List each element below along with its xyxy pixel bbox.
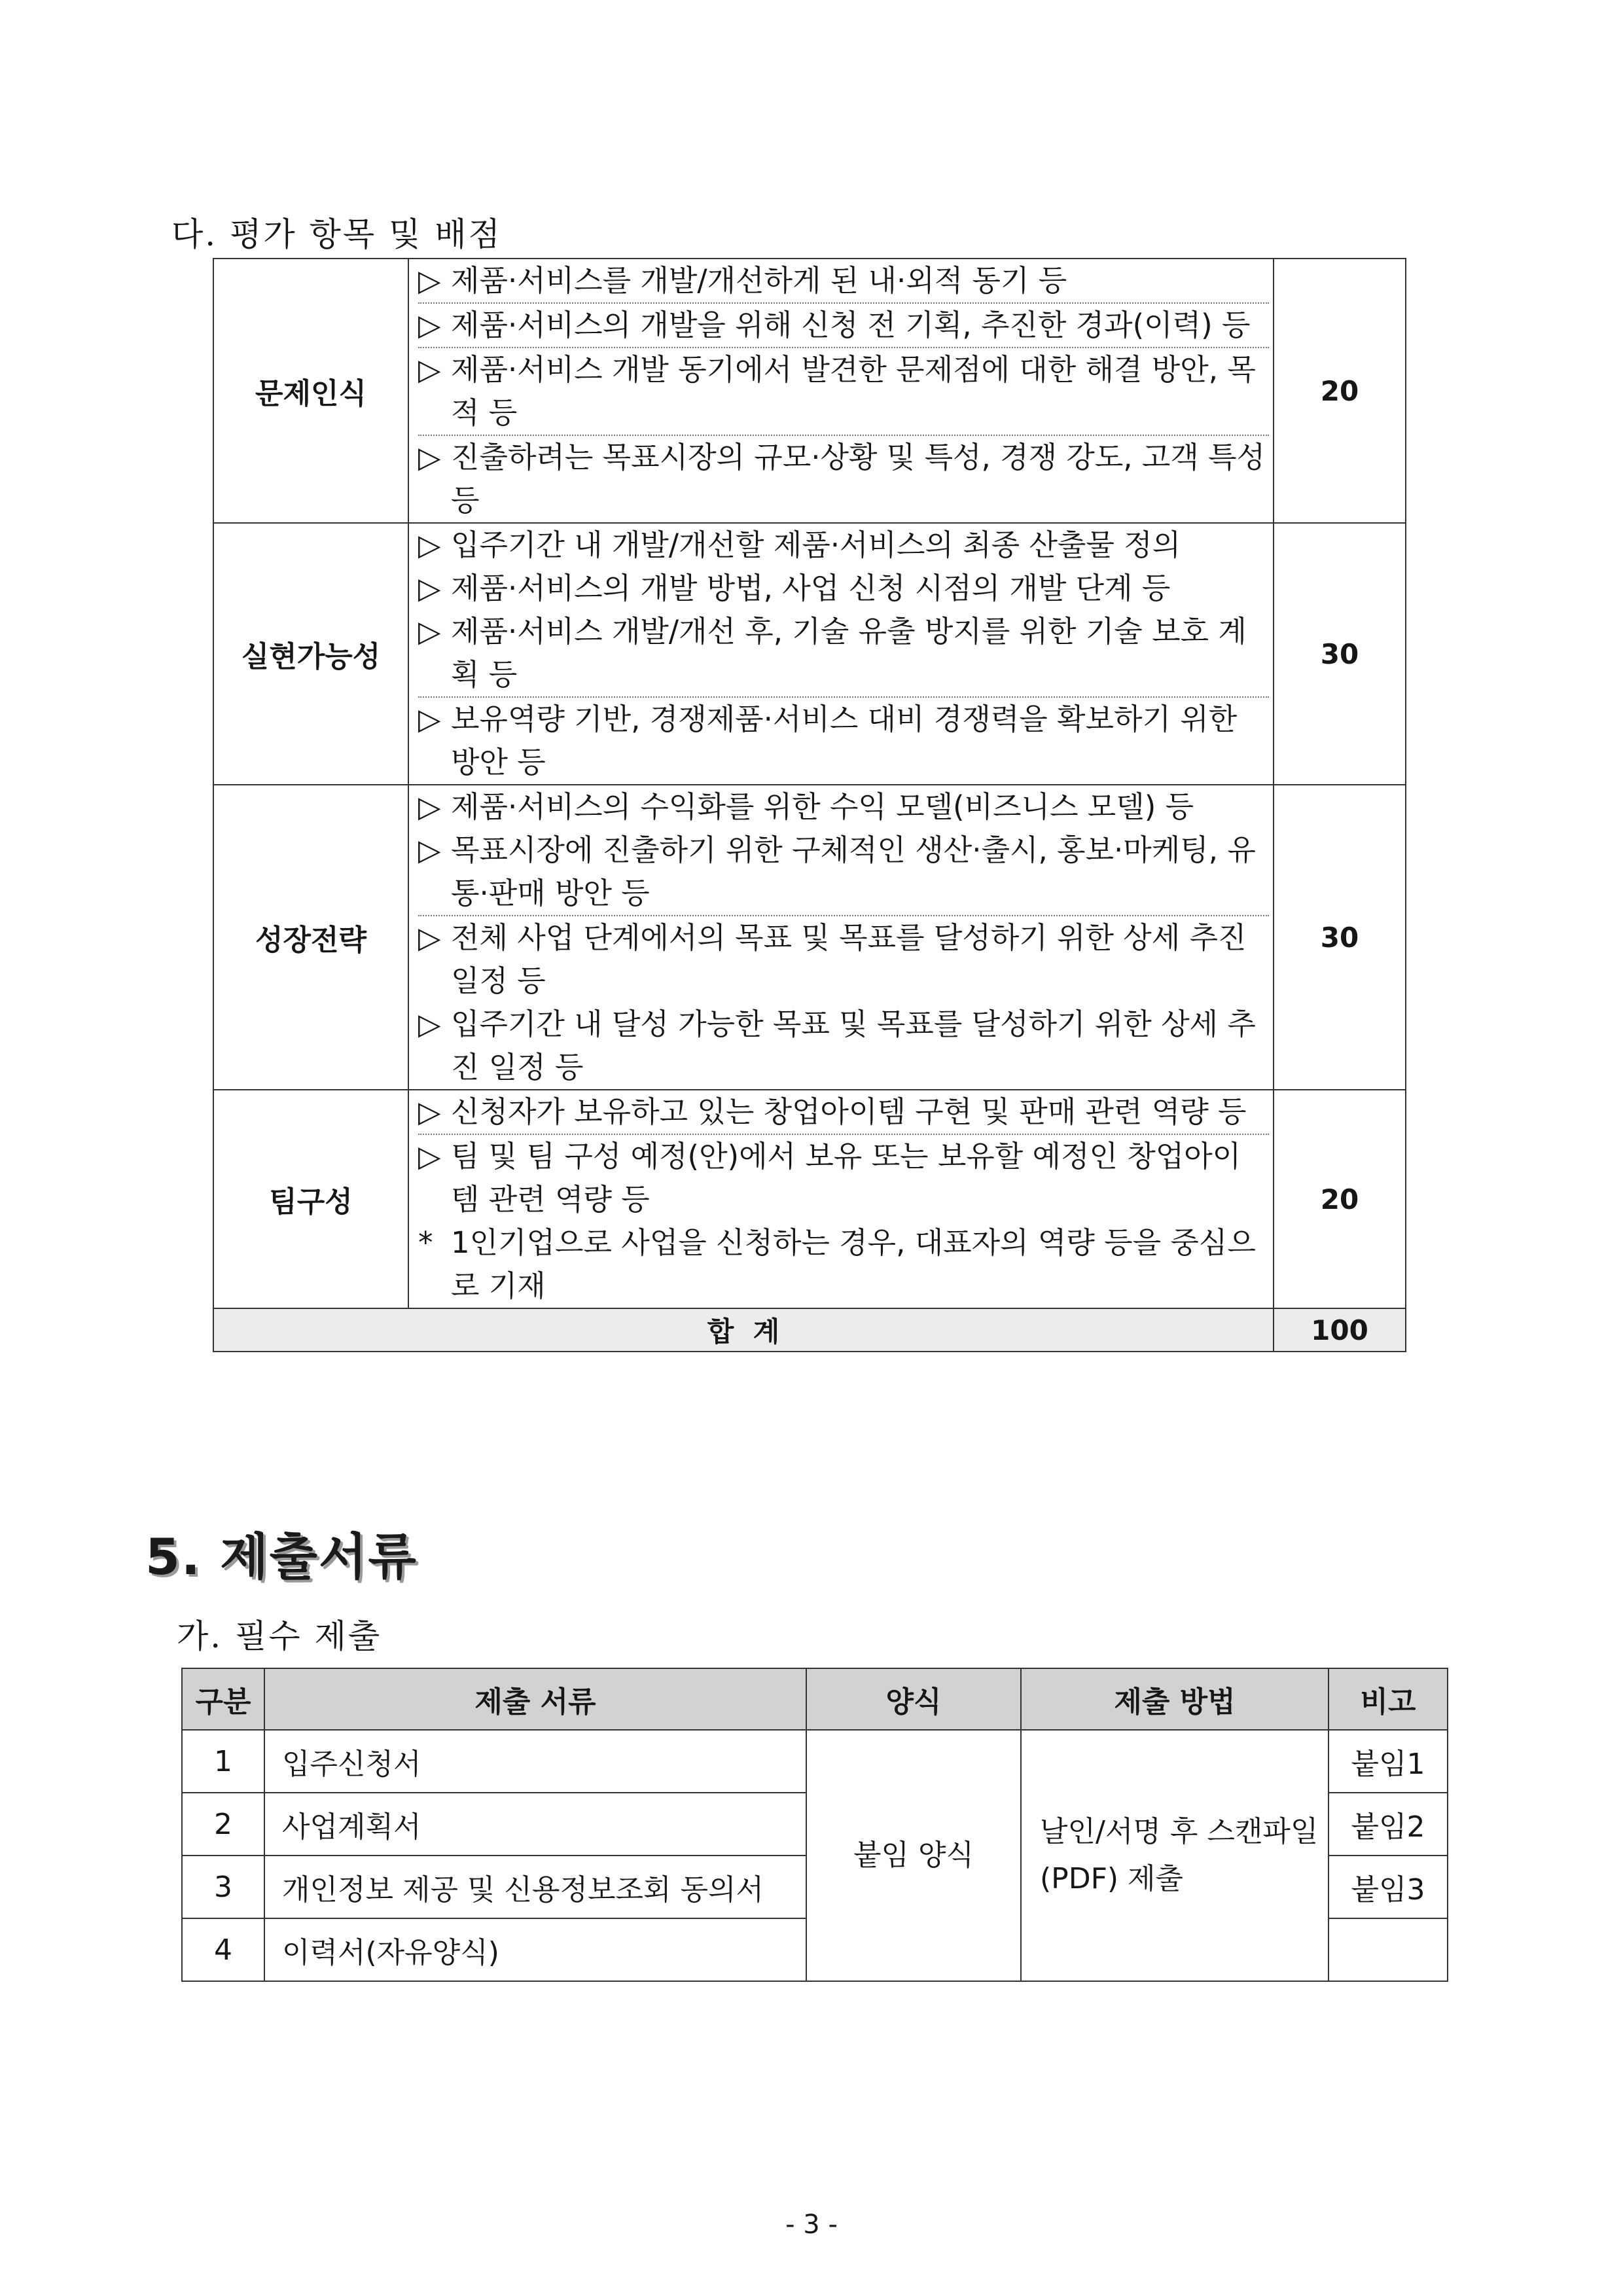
- row-form: 붙임 양식: [806, 1730, 1021, 1981]
- row-doc: 이력서(자유양식): [264, 1918, 806, 1981]
- eval-row: [213, 1090, 1406, 1308]
- eval-score: 20: [1274, 259, 1406, 523]
- eval-item: ▷ 목표시장에 진출하기 위한 구체적인 생산·출시, 홍보·마케팅, 유통·판매 방안 등: [418, 829, 1269, 916]
- eval-item: ▷ 팀 및 팀 구성 예정(안)에서 보유 또는 보유할 예정인 창업아이템 관련 역량 등: [418, 1139, 1241, 1217]
- row-note: [1329, 1918, 1448, 1981]
- total-label: 합 계: [213, 1308, 1274, 1352]
- header-doc: 제출 서류: [264, 1668, 806, 1730]
- eval-item: ▷ 제품·서비스 개발 동기에서 발견한 문제점에 대한 해결 방안, 목적 등: [418, 348, 1269, 436]
- row-doc: 사업계획서: [264, 1793, 806, 1856]
- row-doc: 입주신청서: [264, 1730, 806, 1793]
- table-header-row: [182, 1668, 1448, 1730]
- eval-item: ▷ 신청자가 보유하고 있는 창업아이템 구현 및 판매 관련 역량 등: [418, 1090, 1269, 1135]
- header-note: 비고: [1329, 1668, 1448, 1730]
- section-title: 다. 평가 항목 및 배점: [171, 215, 502, 253]
- eval-score: 30: [1274, 523, 1406, 785]
- eval-item: ▷ 입주기간 내 개발/개선할 제품·서비스의 최종 산출물 정의: [418, 528, 1181, 562]
- eval-item: ▷ 전체 사업 단계에서의 목표 및 목표를 달성하기 위한 상세 추진 일정 등: [418, 920, 1247, 998]
- row-note: 붙임1: [1329, 1730, 1448, 1793]
- eval-items: [408, 785, 1274, 1090]
- row-no: 1: [182, 1730, 264, 1793]
- row-doc: 개인정보 제공 및 신용정보조회 동의서: [264, 1856, 806, 1918]
- evaluation-table: [213, 258, 1406, 1352]
- eval-category: 팀구성: [213, 1090, 408, 1308]
- eval-total-row: [213, 1308, 1406, 1352]
- eval-item: ▷ 보유역량 기반, 경쟁제품·서비스 대비 경쟁력을 확보하기 위한 방안 등: [418, 702, 1238, 780]
- eval-items: [408, 523, 1274, 785]
- row-note: 붙임2: [1329, 1793, 1448, 1856]
- eval-row: [213, 259, 1406, 523]
- row-method: 날인/서명 후 스캔파일(PDF) 제출: [1021, 1730, 1329, 1981]
- eval-row: [213, 785, 1406, 1090]
- row-no: 4: [182, 1918, 264, 1981]
- eval-row: [213, 523, 1406, 785]
- eval-score: 30: [1274, 785, 1406, 1090]
- row-no: 3: [182, 1856, 264, 1918]
- eval-items: [408, 259, 1274, 523]
- eval-item: ▷ 제품·서비스의 수익화를 위한 수익 모델(비즈니스 모델) 등: [418, 789, 1194, 824]
- eval-item: ▷ 입주기간 내 달성 가능한 목표 및 목표를 달성하기 위한 상세 추진 일정 등: [418, 1007, 1256, 1085]
- eval-category: 실현가능성: [213, 523, 408, 785]
- eval-score: 20: [1274, 1090, 1406, 1308]
- eval-items: [408, 1090, 1274, 1308]
- row-note: 붙임3: [1329, 1856, 1448, 1918]
- eval-category: 문제인식: [213, 259, 408, 523]
- eval-item: ▷ 제품·서비스의 개발 방법, 사업 신청 시점의 개발 단계 등: [418, 571, 1171, 605]
- eval-category: 성장전략: [213, 785, 408, 1090]
- subsection-title: 가. 필수 제출: [177, 1617, 382, 1655]
- eval-item: ▷ 제품·서비스를 개발/개선하게 된 내·외적 동기 등: [418, 259, 1269, 304]
- table-row: [182, 1730, 1448, 1793]
- eval-item: ▷ 제품·서비스 개발/개선 후, 기술 유출 방지를 위한 기술 보호 계획 등: [418, 610, 1269, 698]
- page-number: - 3 -: [785, 2210, 838, 2240]
- header-method: 제출 방법: [1021, 1668, 1329, 1730]
- total-score: 100: [1274, 1308, 1406, 1352]
- row-no: 2: [182, 1793, 264, 1856]
- header-no: 구분: [182, 1668, 264, 1730]
- header-form: 양식: [806, 1668, 1021, 1730]
- eval-note: * 1인기업으로 사업을 신청하는 경우, 대표자의 역량 등을 중심으로 기재: [418, 1225, 1256, 1303]
- section-heading: 5. 제출서류: [145, 1528, 418, 1586]
- eval-item: ▷ 제품·서비스의 개발을 위해 신청 전 기획, 추진한 경과(이력) 등: [418, 304, 1269, 348]
- submission-table: [181, 1668, 1448, 1982]
- eval-item: ▷ 진출하려는 목표시장의 규모·상황 및 특성, 경쟁 강도, 고객 특성 등: [418, 440, 1266, 518]
